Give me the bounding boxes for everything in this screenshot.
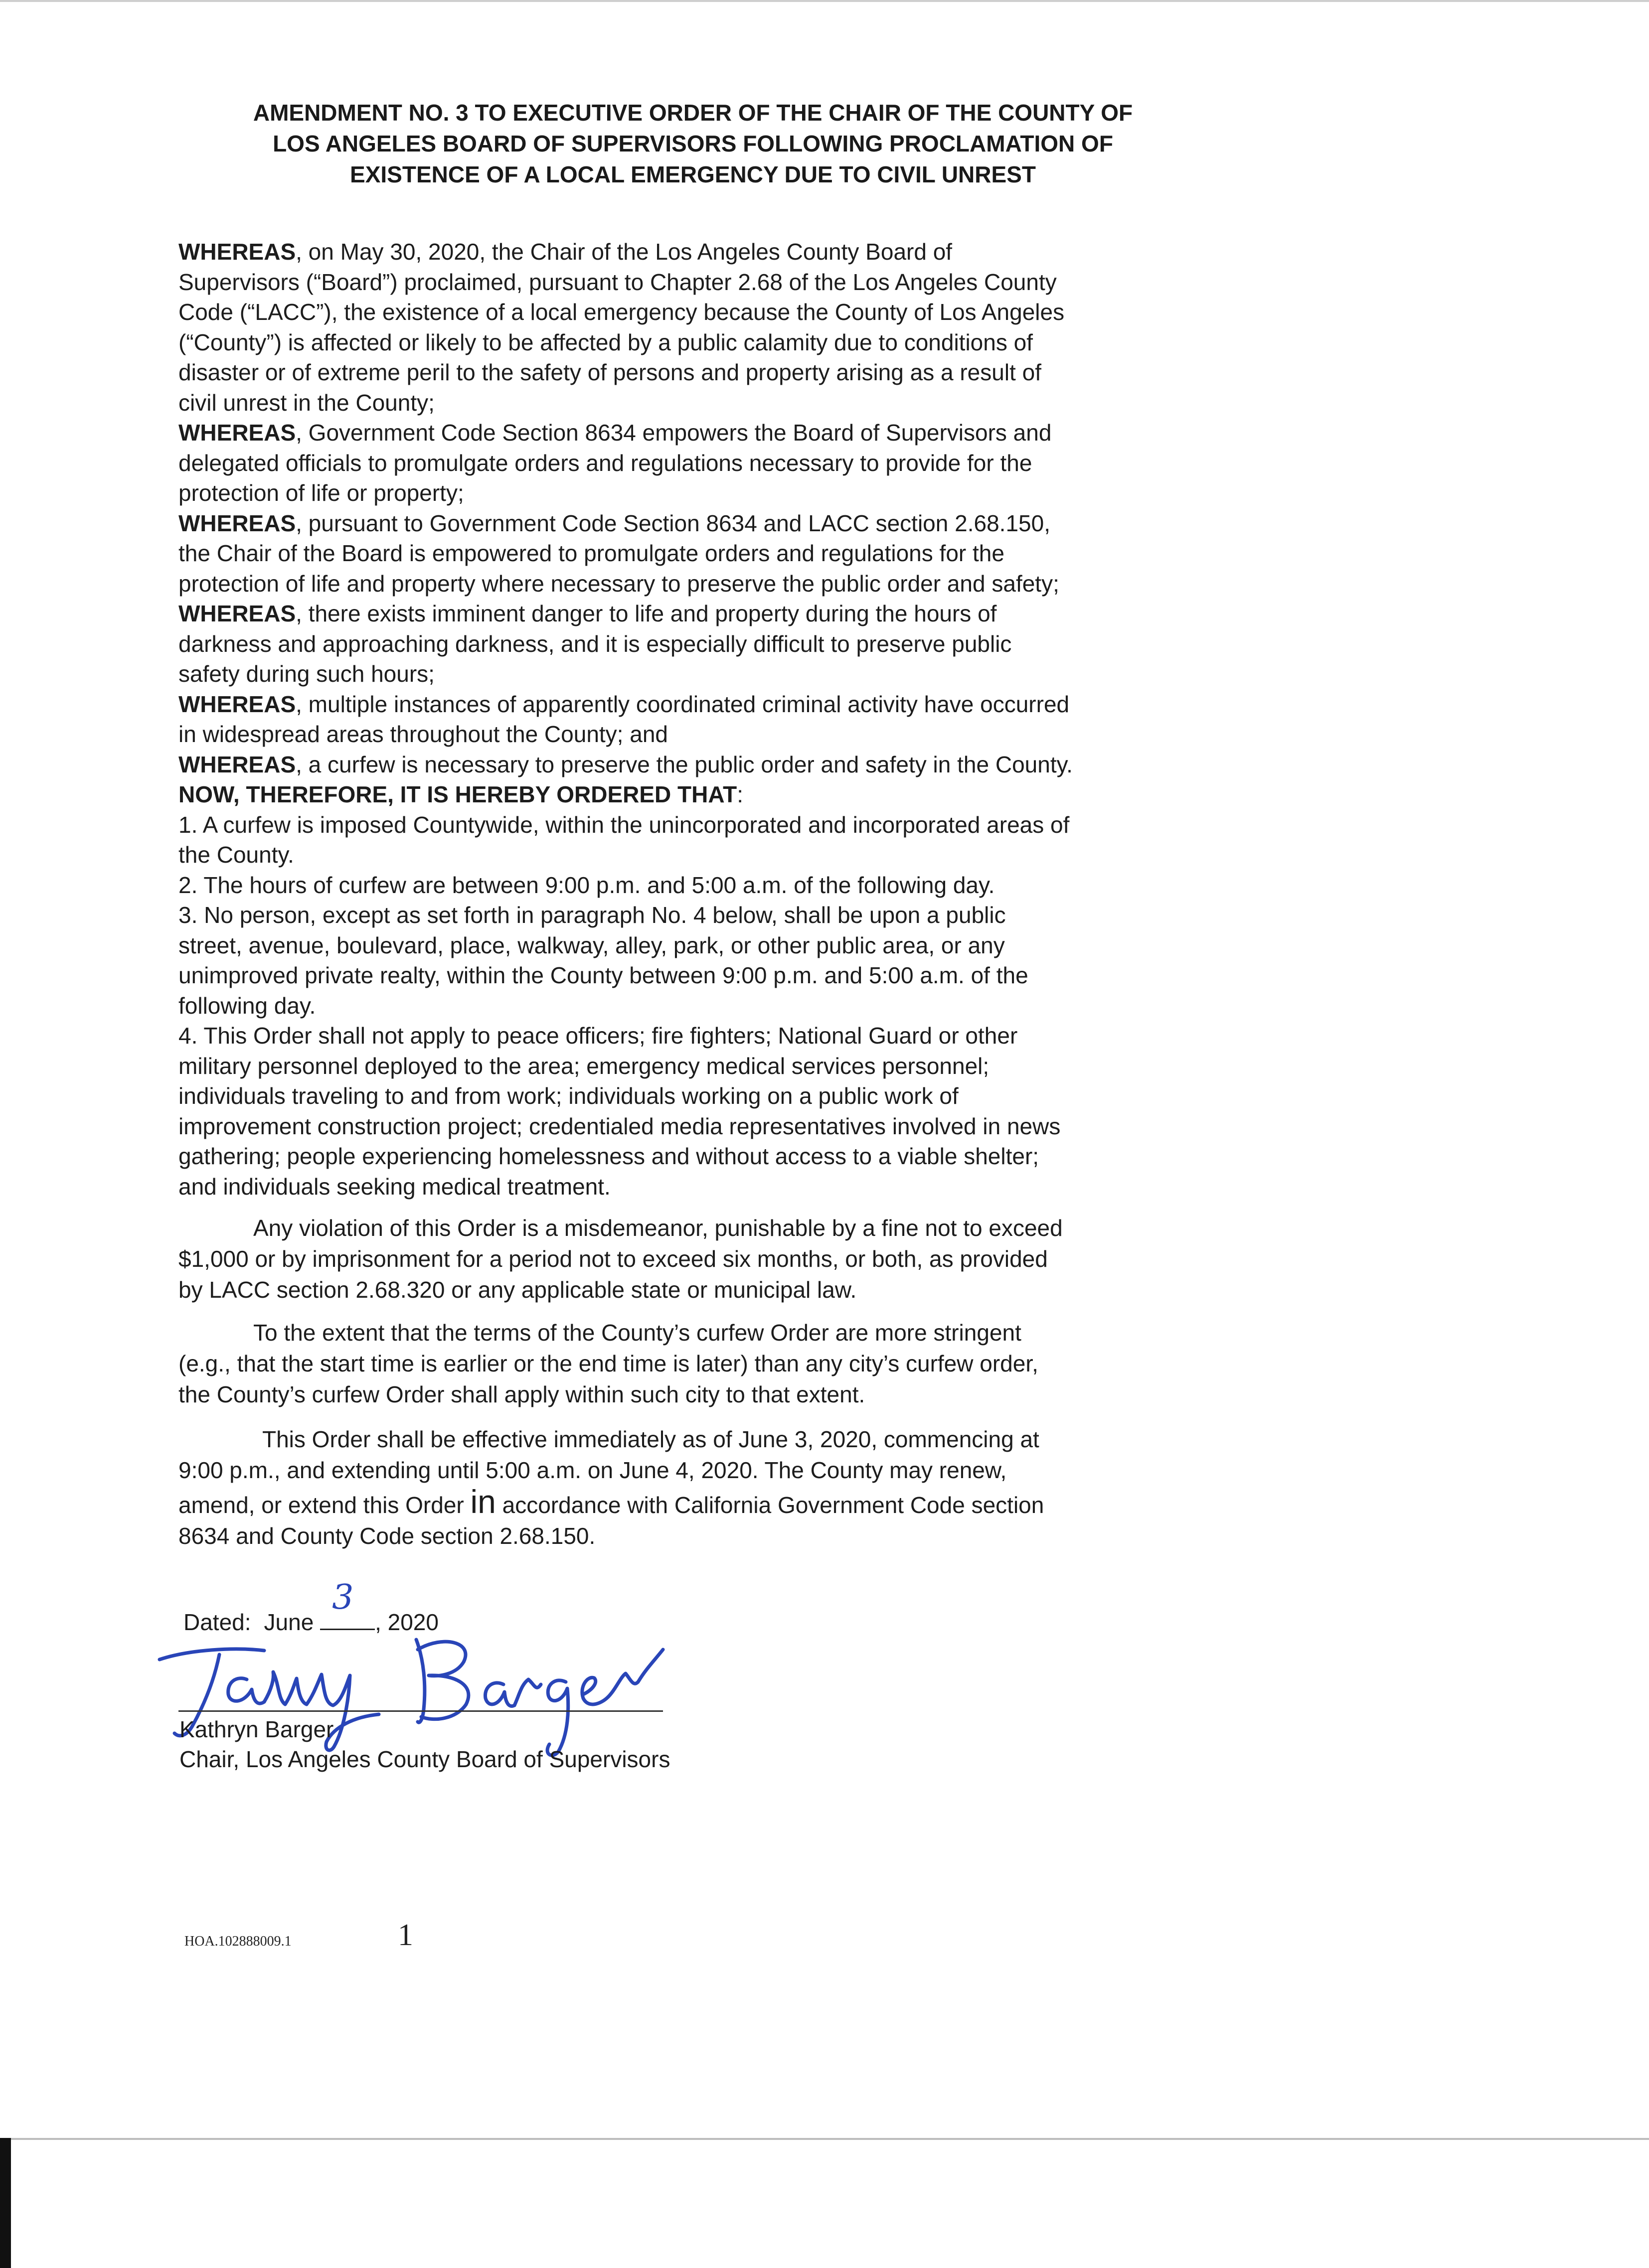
body-line — [178, 297, 1205, 327]
bold-lead: WHEREAS — [178, 751, 296, 777]
line-text: in widespread areas throughout the County; and — [178, 721, 668, 747]
effective-paragraph — [178, 1424, 1205, 1551]
line-text: 4. This Order shall not apply to peace officers; fire fighters; National Guard or other — [178, 1023, 1018, 1049]
handwritten-day: 3 — [332, 1578, 354, 1617]
line-text: , a curfew is necessary to preserve the public order and safety in the County. — [296, 751, 1073, 777]
body-line — [178, 388, 1205, 418]
body-line — [178, 538, 1205, 569]
line-text: , multiple instances of apparently coordinated criminal activity have occurred — [296, 691, 1070, 717]
line-text: and individuals seeking medical treatment. — [178, 1173, 611, 1200]
line-text: improvement construction project; credentialed media representatives involved in news — [178, 1113, 1061, 1139]
body-line — [178, 659, 1205, 689]
line-text: unimproved private realty, within the County between 9:00 p.m. and 5:00 a.m. of the — [178, 962, 1028, 988]
scan-edge-bottom — [0, 2138, 1649, 2140]
page-number: 1 — [398, 1918, 413, 1952]
body-line — [178, 1141, 1205, 1172]
body-line — [178, 1111, 1205, 1142]
body-line — [178, 900, 1205, 930]
paragraph-line: 9:00 p.m., and extending until 5:00 a.m. on June 4, 2020. The County may renew, — [178, 1457, 1007, 1483]
signature-line — [178, 1710, 663, 1712]
line-text: : — [737, 781, 744, 807]
body-line — [178, 840, 1205, 870]
paragraph-line: the County’s curfew Order shall apply within such city to that extent. — [178, 1381, 865, 1407]
line-text: gathering; people experiencing homelessness and without access to a viable shelter; — [178, 1143, 1039, 1169]
line-text: 2. The hours of curfew are between 9:00 p.m. and 5:00 a.m. of the following day. — [178, 872, 995, 898]
line-text: safety during such hours; — [178, 661, 435, 687]
line-text: darkness and approaching darkness, and it is especially difficult to preserve public — [178, 630, 1012, 657]
document-id: HOA.102888009.1 — [184, 1934, 292, 1949]
dated-month: June — [264, 1609, 314, 1635]
signer-block — [179, 1714, 670, 1774]
title-line: AMENDMENT NO. 3 TO EXECUTIVE ORDER OF THE CHAIR OF THE COUNTY OF — [253, 100, 1133, 126]
body-line — [178, 870, 1205, 901]
line-text: , pursuant to Government Code Section 8634 and LACC section 2.68.150, — [296, 510, 1050, 536]
line-text: the County. — [178, 842, 294, 868]
document-title — [179, 97, 1206, 190]
body-line — [178, 1021, 1205, 1051]
bold-lead: NOW, THEREFORE, IT IS HEREBY ORDERED THAT — [178, 781, 737, 807]
line-text: street, avenue, boulevard, place, walkway, alley, park, or other public area, or any — [178, 932, 1005, 958]
body-line — [178, 689, 1205, 720]
line-text: disaster or of extreme peril to the safety of persons and property arising as a result of — [178, 359, 1041, 385]
body-line — [178, 357, 1205, 388]
body-line — [178, 1051, 1205, 1081]
body-line — [178, 569, 1205, 599]
order-body — [178, 237, 1205, 1202]
signer-name: Kathryn Barger — [179, 1716, 334, 1742]
line-text: 3. No person, except as set forth in paragraph No. 4 below, shall be upon a public — [178, 902, 1006, 928]
body-line — [178, 750, 1205, 780]
paragraph-line: Any violation of this Order is a misdemeanor, punishable by a fine not to exceed — [253, 1215, 1063, 1241]
text-fragment: amend, or extend this Order — [178, 1492, 471, 1518]
line-text: following day. — [178, 992, 316, 1019]
paragraph-line: (e.g., that the start time is earlier or the end time is later) than any city’s curfew order, — [178, 1351, 1038, 1376]
body-line — [178, 960, 1205, 991]
bold-lead: WHEREAS — [178, 510, 296, 536]
violation-paragraph — [178, 1212, 1280, 1305]
paragraph-line: 8634 and County Code section 2.68.150. — [178, 1523, 596, 1549]
dated-year: , 2020 — [375, 1609, 439, 1635]
bold-lead: WHEREAS — [178, 420, 296, 446]
line-text: delegated officials to promulgate orders and regulations necessary to provide for the — [178, 450, 1032, 476]
bold-lead: WHEREAS — [178, 601, 296, 626]
line-text: protection of life or property; — [178, 480, 464, 506]
bold-lead: WHEREAS — [178, 691, 296, 717]
line-text: individuals traveling to and from work; individuals working on a public work of — [178, 1083, 959, 1109]
title-line: LOS ANGELES BOARD OF SUPERVISORS FOLLOWING PROCLAMATION OF — [273, 131, 1113, 156]
scan-edge-top — [0, 0, 1649, 2]
line-text: , there exists imminent danger to life and property during the hours of — [296, 601, 997, 626]
body-line — [178, 267, 1205, 298]
title-line: EXISTENCE OF A LOCAL EMERGENCY DUE TO CIVIL UNREST — [350, 161, 1036, 187]
paragraph-line: This Order shall be effective immediately as of June 3, 2020, commencing at — [262, 1426, 1039, 1452]
paragraph-line — [178, 1483, 1205, 1520]
line-text: , on May 30, 2020, the Chair of the Los Angeles County Board of — [296, 239, 953, 265]
body-line — [178, 327, 1205, 358]
extent-paragraph — [178, 1317, 1280, 1410]
body-line — [178, 1081, 1205, 1111]
line-text: Code (“LACC”), the existence of a local emergency because the County of Los Angeles — [178, 299, 1065, 325]
body-line — [178, 237, 1205, 267]
body-line — [178, 478, 1205, 508]
body-line — [178, 719, 1205, 750]
bold-lead: WHEREAS — [178, 239, 296, 265]
dated-label: Dated: — [183, 1609, 251, 1635]
line-text: , Government Code Section 8634 empowers the Board of Supervisors and — [296, 420, 1052, 446]
body-line — [178, 1172, 1205, 1202]
enlarged-word: in — [470, 1483, 496, 1520]
body-line — [178, 599, 1205, 629]
body-line — [178, 508, 1205, 539]
body-line — [178, 448, 1205, 478]
body-line — [178, 930, 1205, 961]
body-line — [178, 779, 1205, 810]
text-fragment: accordance with California Government Code section — [495, 1492, 1044, 1518]
paragraph-line: To the extent that the terms of the County’s curfew Order are more stringent — [253, 1320, 1021, 1346]
body-line — [178, 629, 1205, 659]
scan-edge-left — [0, 2138, 11, 2268]
paragraph-line: by LACC section 2.68.320 or any applicable state or municipal law. — [178, 1277, 857, 1303]
body-line — [178, 991, 1205, 1021]
body-line — [178, 418, 1205, 448]
line-text: (“County”) is affected or likely to be affected by a public calamity due to conditions of — [178, 329, 1033, 355]
paragraph-line: $1,000 or by imprisonment for a period not to exceed six months, or both, as provided — [178, 1246, 1048, 1272]
signer-title: Chair, Los Angeles County Board of Supervisors — [179, 1746, 670, 1772]
line-text: the Chair of the Board is empowered to promulgate orders and regulations for the — [178, 540, 1004, 566]
body-line — [178, 810, 1205, 840]
line-text: Supervisors (“Board”) proclaimed, pursuant to Chapter 2.68 of the Los Angeles County — [178, 269, 1057, 295]
line-text: military personnel deployed to the area; emergency medical services personnel; — [178, 1053, 989, 1079]
line-text: protection of life and property where necessary to preserve the public order and safety; — [178, 570, 1059, 597]
line-text: civil unrest in the County; — [178, 389, 435, 416]
line-text: 1. A curfew is imposed Countywide, within the unincorporated and incorporated areas of — [178, 811, 1070, 838]
